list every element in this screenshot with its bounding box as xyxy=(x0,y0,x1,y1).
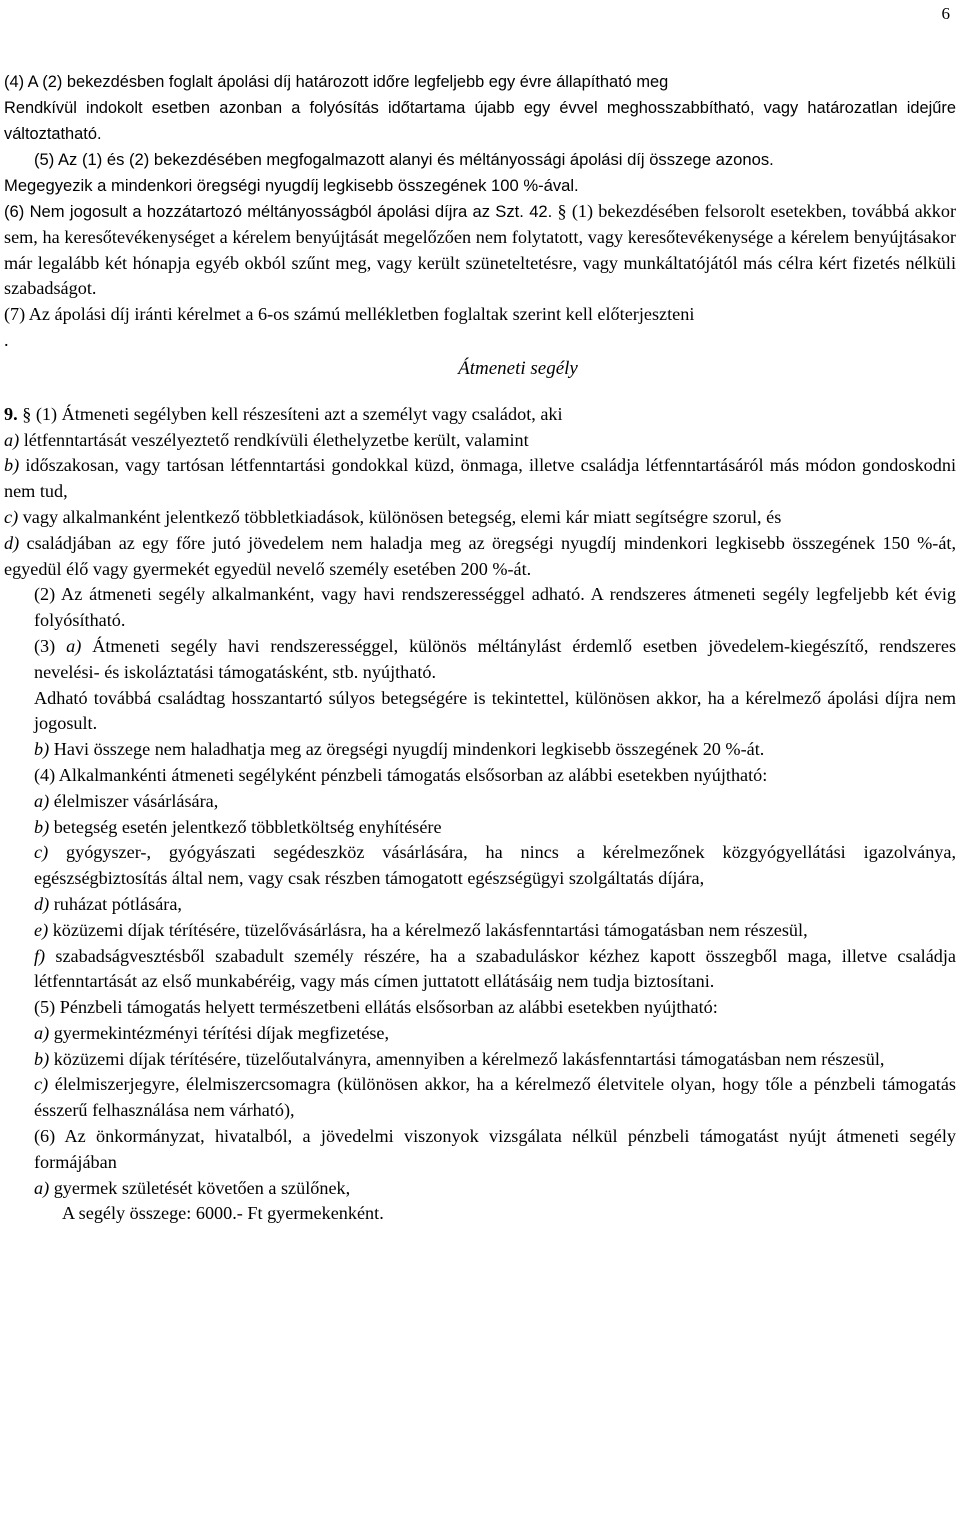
section-heading xyxy=(4,356,956,382)
section-9-3b xyxy=(4,737,956,763)
paragraph-4-line-1: (4) A (2) bekezdésben foglalt ápolási díj határozott időre legfeljebb egy évre állapítható meg xyxy=(4,73,669,91)
label-d: d) xyxy=(4,532,20,553)
label-c: c) xyxy=(4,506,19,527)
label-f: f) xyxy=(34,945,46,966)
paragraph-6-part-2: § (1) bekezdésében felsorolt esetekben, továbbá akkor sem, ha keresőtevékenységet a kérelem benyújtását megelőzően nem folytatott, vagy keresőtevékenysége a kérelem benyújtásakor már legalább két hónapja egyéb okból szűnt meg, vagy került szüneteltetésre, vagy munkáltatójától más célra kért fizetés nélküli szabadságot. xyxy=(4,200,957,299)
section-9-6a xyxy=(4,1176,956,1202)
paragraph-4-line-2: Rendkívül indokolt esetben azonban a folyósítás időtartama újabb egy évvel meghosszabbítható, vagy határozatlan idejűre változtatható. xyxy=(4,98,956,143)
label-b: b) xyxy=(34,1048,50,1069)
section-9-5a-text: gyermekintézményi térítési díjak megfizetése, xyxy=(53,1022,390,1043)
section-9-a-text: létfenntartását veszélyeztető rendkívüli élethelyzetbe került, valamint xyxy=(23,429,529,450)
section-9-4d xyxy=(4,892,956,918)
page-number: 6 xyxy=(941,4,950,23)
section-9-5a xyxy=(4,1021,956,1047)
section-9-3-prefix: (3) xyxy=(34,635,56,656)
label-d: d) xyxy=(34,893,50,914)
section-9-1-text: § (1) Átmeneti segélyben kell részesíteni azt a személyt vagy családot, aki xyxy=(22,403,563,424)
paragraph-5-line-1: (5) Az (1) és (2) bekezdésében megfogalmazott alanyi és méltányossági ápolási díj összege azonos. xyxy=(34,150,774,170)
section-heading-text: Átmeneti segély xyxy=(458,357,578,379)
section-9-3a xyxy=(4,634,956,686)
section-9-d xyxy=(4,531,956,583)
section-9-2: (2) Az átmeneti segély alkalmanként, vagy havi rendszerességgel adható. A rendszeres átmeneti segély legfeljebb két évig folyósítható. xyxy=(34,584,956,631)
section-9-5c-text: élelmiszerjegyre, élelmiszercsomagra (különösen akkor, ha a kérelmező életvitele olyan, hogy tőle a pénzbeli támogatás ésszerű felhasználása nem várható), xyxy=(34,1074,957,1121)
paragraph-7: (7) Az ápolási díj iránti kérelmet a 6-os számú mellékletben foglaltak szerint kell előterjeszteni xyxy=(4,304,695,325)
label-c: c) xyxy=(34,1074,49,1095)
section-9-4: (4) Alkalmankénti átmeneti segélyként pénzbeli támogatás elsősorban az alábbi esetekben nyújtható: xyxy=(34,764,768,785)
document-body xyxy=(4,70,956,1227)
section-9-c-text: vagy alkalmanként jelentkező többletkiadások, különösen betegség, elemi kár miatt segítségre szorul, és xyxy=(22,506,782,527)
section-9-c xyxy=(4,505,956,531)
section-9-3b-text: Havi összege nem haladhatja meg az öregségi nyugdíj mindenkori legkisebb összegének 20 %-át. xyxy=(53,739,765,760)
section-9-4a xyxy=(4,789,956,815)
section-9-5b-text: közüzemi díjak térítésére, tüzelőutalványra, amennyiben a kérelmező lakásfenntartási támogatásban nem részesül, xyxy=(53,1048,885,1069)
dot-line: . xyxy=(4,329,9,350)
paragraph-6 xyxy=(4,199,956,302)
section-9-4f xyxy=(4,944,956,996)
section-9-4c xyxy=(4,840,956,892)
section-9-4b-text: betegség esetén jelentkező többletköltség enyhítésére xyxy=(53,816,442,837)
section-9-3a-text: Átmeneti segély havi rendszerességgel, különös méltánylást érdemlő esetben jövedelem-kiegészítő, rendszeres nevelési- és iskoláztatási támogatásként, stb. nyújtható. xyxy=(34,635,957,682)
section-9-5c xyxy=(4,1072,956,1124)
label-a: a) xyxy=(34,790,50,811)
section-9-4d-text: ruházat pótlására, xyxy=(53,893,182,914)
section-9-4c-text: gyógyszer-, gyógyászati segédeszköz vásárlására, ha nincs a kérelmezőnek közgyógyellátási igazolványa, egészségbiztosítás által nem, vagy csak részben támogatott egészségügyi szolgáltatás díjára, xyxy=(34,842,956,889)
section-9-b xyxy=(4,453,956,505)
label-e: e) xyxy=(34,919,49,940)
section-9-number: 9. xyxy=(4,403,18,424)
section-9-b-text: időszakosan, vagy tartósan létfenntartási gondokkal küzd, önmaga, illetve családja létfenntartásáról más módon gondoskodni nem tud, xyxy=(4,455,957,502)
label-c: c) xyxy=(34,842,49,863)
label-b: b) xyxy=(34,816,50,837)
section-9-4f-text: szabadságvesztésből szabadult személy részére, ha a szabaduláskor kézhez kapott összegből maga, illetve családja létfenntartását az első munkabéréig, vagy más címen juttatott ellátásáig nem tudja biztosítani. xyxy=(34,945,956,992)
section-9-1 xyxy=(4,402,956,428)
section-9-4e-text: közüzemi díjak térítésére, tüzelővásárlásra, ha a kérelmező lakásfenntartási támogatásban nem részesül, xyxy=(52,919,808,940)
section-9-d-text: családjában az egy főre jutó jövedelem nem haladja meg az öregségi nyugdíj mindenkori legkisebb összegének 150 %-át, egyedül élő vagy gyermekét egyedül nevelő személy esetében 200 %-át. xyxy=(4,532,956,579)
label-a: a) xyxy=(34,1022,50,1043)
label-b: b) xyxy=(34,739,50,760)
section-9-6-amount: A segély összege: 6000.- Ft gyermekenként. xyxy=(62,1203,384,1224)
section-9-6: (6) Az önkormányzat, hivatalból, a jövedelmi viszonyok vizsgálata nélkül pénzbeli támogatást nyújt átmeneti segély formájában xyxy=(34,1126,956,1172)
label-a: a) xyxy=(66,635,82,656)
section-9-3-extra: Adható továbbá családtag hosszantartó súlyos betegségére is tekintettel, különösen akkor, ha a kérelmező ápolási díjra nem jogosult. xyxy=(34,687,956,734)
section-9-6a-text: gyermek születését követően a szülőnek, xyxy=(53,1177,351,1198)
label-b: b) xyxy=(4,455,20,476)
section-9-a xyxy=(4,428,956,454)
label-a: a) xyxy=(4,429,20,450)
label-a: a) xyxy=(34,1177,50,1198)
paragraph-6-part-1: (6) Nem jogosult a hozzátartozó méltányosságból ápolási díjra az Szt. 42. xyxy=(4,201,553,221)
section-9-5: (5) Pénzbeli támogatás helyett természetbeni ellátás elsősorban az alábbi esetekben nyújtható: xyxy=(34,997,718,1018)
section-9-4e xyxy=(4,918,956,944)
section-9-4b xyxy=(4,815,956,841)
section-9-5b xyxy=(4,1047,956,1073)
paragraph-5-line-2: Megegyezik a mindenkori öregségi nyugdíj legkisebb összegének 100 %-ával. xyxy=(4,176,579,196)
section-9-4a-text: élelmiszer vásárlására, xyxy=(53,790,219,811)
